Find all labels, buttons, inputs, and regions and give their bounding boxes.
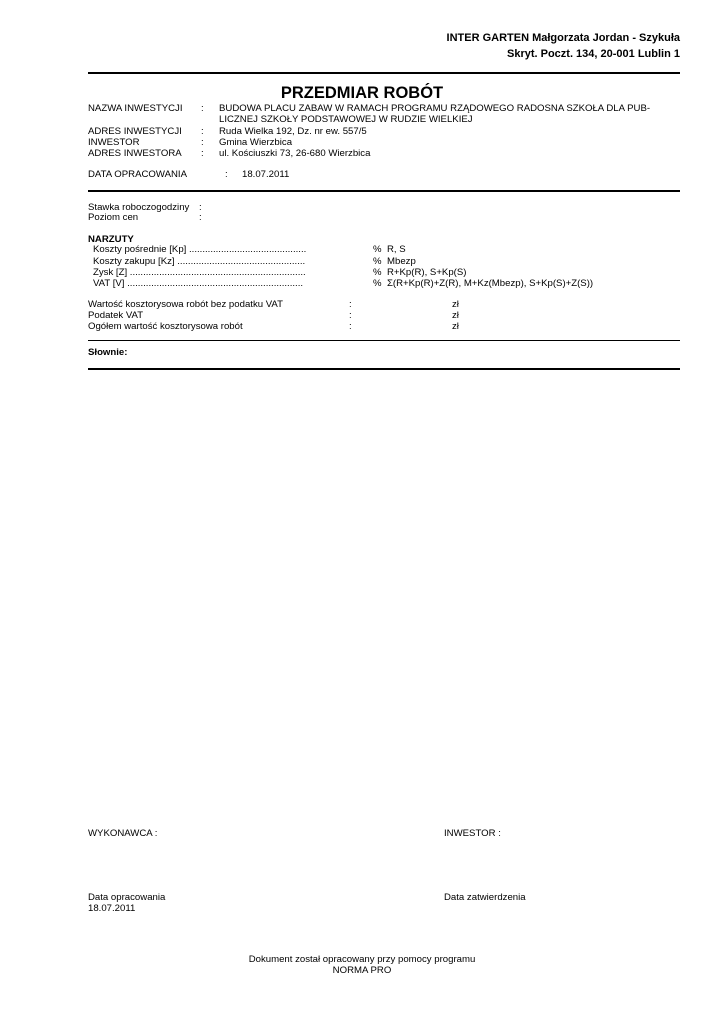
adres-inwestora-value: ul. Kościuszki 73, 26-680 Wierzbica — [219, 148, 371, 159]
separator: : — [349, 321, 352, 332]
wykonawca-label: WYKONAWCA : — [88, 828, 158, 839]
adres-inwestora-label: ADRES INWESTORA — [88, 148, 182, 159]
separator: : — [201, 126, 204, 137]
separator: : — [201, 137, 204, 148]
data-opracowania-value: 18.07.2011 — [242, 169, 290, 180]
wartosc-bez-vat-label: Wartość kosztorysowa robót bez podatku VAT — [88, 299, 283, 310]
currency-unit: zł — [452, 310, 459, 321]
footer-program-name: NORMA PRO — [332, 965, 392, 976]
page-title: PRZEDMIAR ROBÓT — [280, 84, 444, 102]
adres-inwestycji-label: ADRES INWESTYCJI — [88, 126, 182, 137]
section-divider — [88, 340, 680, 341]
separator: : — [201, 148, 204, 159]
inwestor-value: Gmina Wierzbica — [219, 137, 293, 148]
narzuty-heading: NARZUTY — [88, 234, 134, 245]
data-opracowania-footer-value: 18.07.2011 — [88, 903, 136, 914]
narzut-value: R, S — [387, 244, 406, 255]
separator: : — [201, 103, 204, 114]
separator: : — [225, 169, 228, 180]
separator: : — [349, 299, 352, 310]
percent-sign: % — [373, 244, 382, 255]
narzut-value: Mbezp — [387, 256, 416, 267]
stawka-roboczogodziny-label: Stawka roboczogodziny — [88, 202, 190, 213]
narzut-label: Zysk [Z] .................................................................. — [93, 267, 306, 278]
data-opracowania-footer-label: Data opracowania — [88, 892, 166, 903]
ogolem-wartosc-label: Ogółem wartość kosztorysowa robót — [88, 321, 243, 332]
separator: : — [199, 202, 202, 213]
podatek-vat-label: Podatek VAT — [88, 310, 144, 321]
company-address: Skryt. Poczt. 134, 20-001 Lublin 1 — [506, 48, 680, 60]
separator: : — [199, 212, 202, 223]
footer-note: Dokument został opracowany przy pomocy programu — [248, 954, 476, 965]
percent-sign: % — [373, 267, 382, 278]
section-divider — [88, 368, 680, 370]
narzut-value: R+Kp(R), S+Kp(S) — [387, 267, 467, 278]
poziom-cen-label: Poziom cen — [88, 212, 139, 223]
percent-sign: % — [373, 278, 382, 289]
nazwa-inwestycji-value-line2: LICZNEJ SZKOŁY PODSTAWOWEJ W RUDZIE WIELKIEJ — [219, 114, 473, 125]
header-divider — [88, 72, 680, 74]
currency-unit: zł — [452, 299, 459, 310]
narzut-label: Koszty pośrednie [Kp] ............................................ — [93, 244, 307, 255]
inwestor-signature-label: INWESTOR : — [444, 828, 501, 839]
inwestor-label: INWESTOR — [88, 137, 140, 148]
nazwa-inwestycji-value-line1: BUDOWA PLACU ZABAW W RAMACH PROGRAMU RZĄDOWEGO RADOSNA SZKOŁA DLA PUB- — [219, 103, 651, 114]
nazwa-inwestycji-label: NAZWA INWESTYCJI — [88, 103, 183, 114]
narzut-label: Koszty zakupu [Kz] ................................................ — [93, 256, 306, 267]
separator: : — [349, 310, 352, 321]
data-zatwierdzenia-label: Data zatwierdzenia — [444, 892, 526, 903]
narzut-value: Σ(R+Kp(R)+Z(R), M+Kz(Mbezp), S+Kp(S)+Z(S)) — [387, 278, 594, 289]
section-divider — [88, 190, 680, 192]
currency-unit: zł — [452, 321, 459, 332]
company-name: INTER GARTEN Małgorzata Jordan - Szykuła — [446, 32, 680, 44]
data-opracowania-label: DATA OPRACOWANIA — [88, 169, 187, 180]
adres-inwestycji-value: Ruda Wielka 192, Dz. nr ew. 557/5 — [219, 126, 367, 137]
slownie-label: Słownie: — [88, 347, 128, 358]
percent-sign: % — [373, 256, 382, 267]
narzut-label: VAT [V] .................................................................. — [93, 278, 304, 289]
